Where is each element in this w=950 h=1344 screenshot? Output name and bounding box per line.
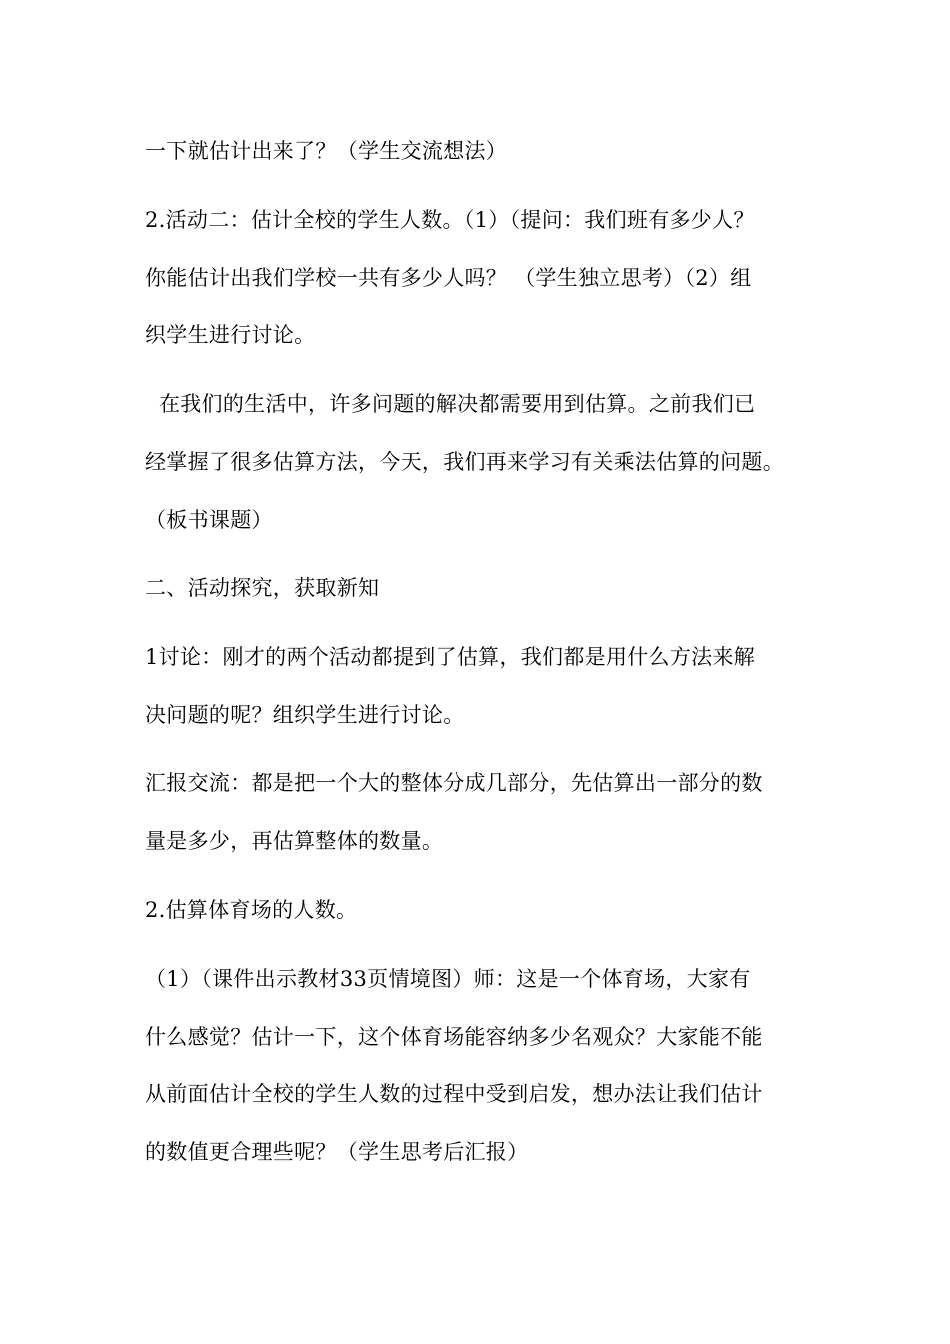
text-line: 织学生进行讨论。 (145, 323, 316, 347)
text-line: 一下就估计出来了？（学生交流想法） (145, 139, 508, 163)
text-line: 经掌握了很多估算方法，今天，我们再来学习有关乘法估算的问题。 (145, 450, 784, 474)
text-line: 从前面估计全校的学生人数的过程中受到启发，想办法让我们估计 (145, 1082, 763, 1106)
text-line: 量是多少，再估算整体的数量。 (145, 829, 444, 853)
text-line: 汇报交流：都是把一个大的整体分成几部分，先估算出一部分的数 (145, 771, 763, 795)
text-line: 你能估计出我们学校一共有多少人吗？ （学生独立思考）（2）组 (145, 266, 752, 290)
text-line: 在我们的生活中，许多问题的解决都需要用到估算。之前我们已 (145, 392, 756, 416)
text-line: 2.活动二：估计全校的学生人数。（1）（提问：我们班有多少人？ (145, 208, 755, 232)
text-line: 决问题的呢？组织学生进行讨论。 (145, 703, 465, 727)
text-line: （板书课题） (145, 508, 273, 532)
text-line: 什么感觉？估计一下，这个体育场能容纳多少名观众？大家能不能 (145, 1025, 763, 1049)
text-line: 1讨论：刚才的两个活动都提到了估算，我们都是用什么方法来解 (145, 645, 756, 669)
section-heading: 二、活动探究，获取新知 (145, 576, 380, 600)
text-line: （1）（课件出示教材33页情境图）师：这是一个体育场，大家有 (145, 967, 751, 991)
text-line: 的数值更合理些呢？（学生思考后汇报） (145, 1140, 529, 1164)
text-line: 2.估算体育场的人数。 (145, 898, 358, 922)
